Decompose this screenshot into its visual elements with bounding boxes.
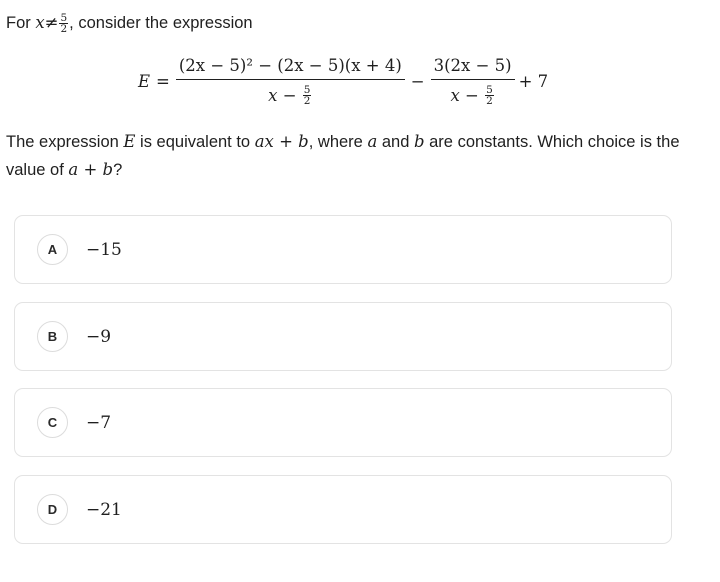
expression-plus-term: + 7 (518, 71, 549, 91)
intro-fraction-denominator: 2 (60, 22, 68, 35)
question-part-3: , where (308, 133, 368, 151)
fraction-2-numerator: 3(2x − 5) (431, 56, 515, 80)
expression-minus: − (410, 71, 425, 91)
question-part-4: and (377, 133, 414, 151)
choice-b-value: −9 (86, 326, 112, 347)
question-text (6, 128, 706, 184)
fraction-1-numerator: (2x − 5)² − (2x − 5)(x + 4) (176, 56, 405, 80)
question-var-a: a (367, 132, 378, 151)
expression-lhs: E (138, 71, 151, 91)
choice-d-letter: D (37, 494, 68, 525)
fraction-1-den-var: x (268, 86, 278, 105)
fraction-1-denominator (265, 80, 315, 106)
question-part-1: The expression (6, 133, 124, 151)
choice-d[interactable] (14, 475, 672, 544)
intro-var-x: x (35, 13, 45, 32)
choice-c[interactable] (14, 388, 672, 457)
question-part-2: is equivalent to (135, 133, 255, 151)
intro-prefix: For (6, 14, 31, 32)
choice-b-letter: B (37, 321, 68, 352)
fraction-1-den-fraction-den: 2 (303, 95, 311, 107)
intro-neq: ≠ (44, 13, 59, 32)
fraction-2-den-var: x (450, 86, 460, 105)
choice-a-letter: A (37, 234, 68, 265)
intro-fraction-numerator: 5 (60, 11, 68, 24)
choice-c-letter: C (37, 407, 68, 438)
fraction-1-den-fraction-num: 5 (303, 84, 311, 96)
fraction-1-den-fraction (303, 85, 312, 106)
question-ax-plus-b: ax + b (254, 132, 309, 151)
question-var-E: E (123, 132, 136, 151)
choice-a[interactable] (14, 215, 672, 284)
choice-a-value: −15 (86, 239, 122, 260)
question-a-plus-b: a + b (68, 160, 114, 179)
expression-equation (138, 50, 548, 112)
fraction-2-den-fraction (485, 85, 494, 106)
fraction-2-den-fraction-num: 5 (486, 84, 493, 96)
question-part-6: ? (113, 161, 123, 179)
fraction-2-den-fraction-den: 2 (486, 95, 493, 107)
question-var-b: b (413, 132, 425, 151)
intro-suffix: , consider the expression (69, 14, 253, 32)
expression-fraction-1 (176, 56, 405, 106)
expression-equals: = (156, 71, 170, 91)
choice-d-value: −21 (86, 499, 122, 520)
question-part-5: are constants. Which choice is the value of (6, 133, 680, 179)
expression-fraction-2 (431, 56, 515, 106)
fraction-2-den-minus: − (465, 86, 479, 105)
choice-b[interactable] (14, 302, 672, 371)
choice-c-value: −7 (86, 412, 112, 433)
intro-text (6, 12, 253, 34)
intro-fraction (59, 13, 68, 34)
fraction-2-denominator (447, 80, 497, 106)
fraction-1-den-minus: − (282, 86, 297, 105)
